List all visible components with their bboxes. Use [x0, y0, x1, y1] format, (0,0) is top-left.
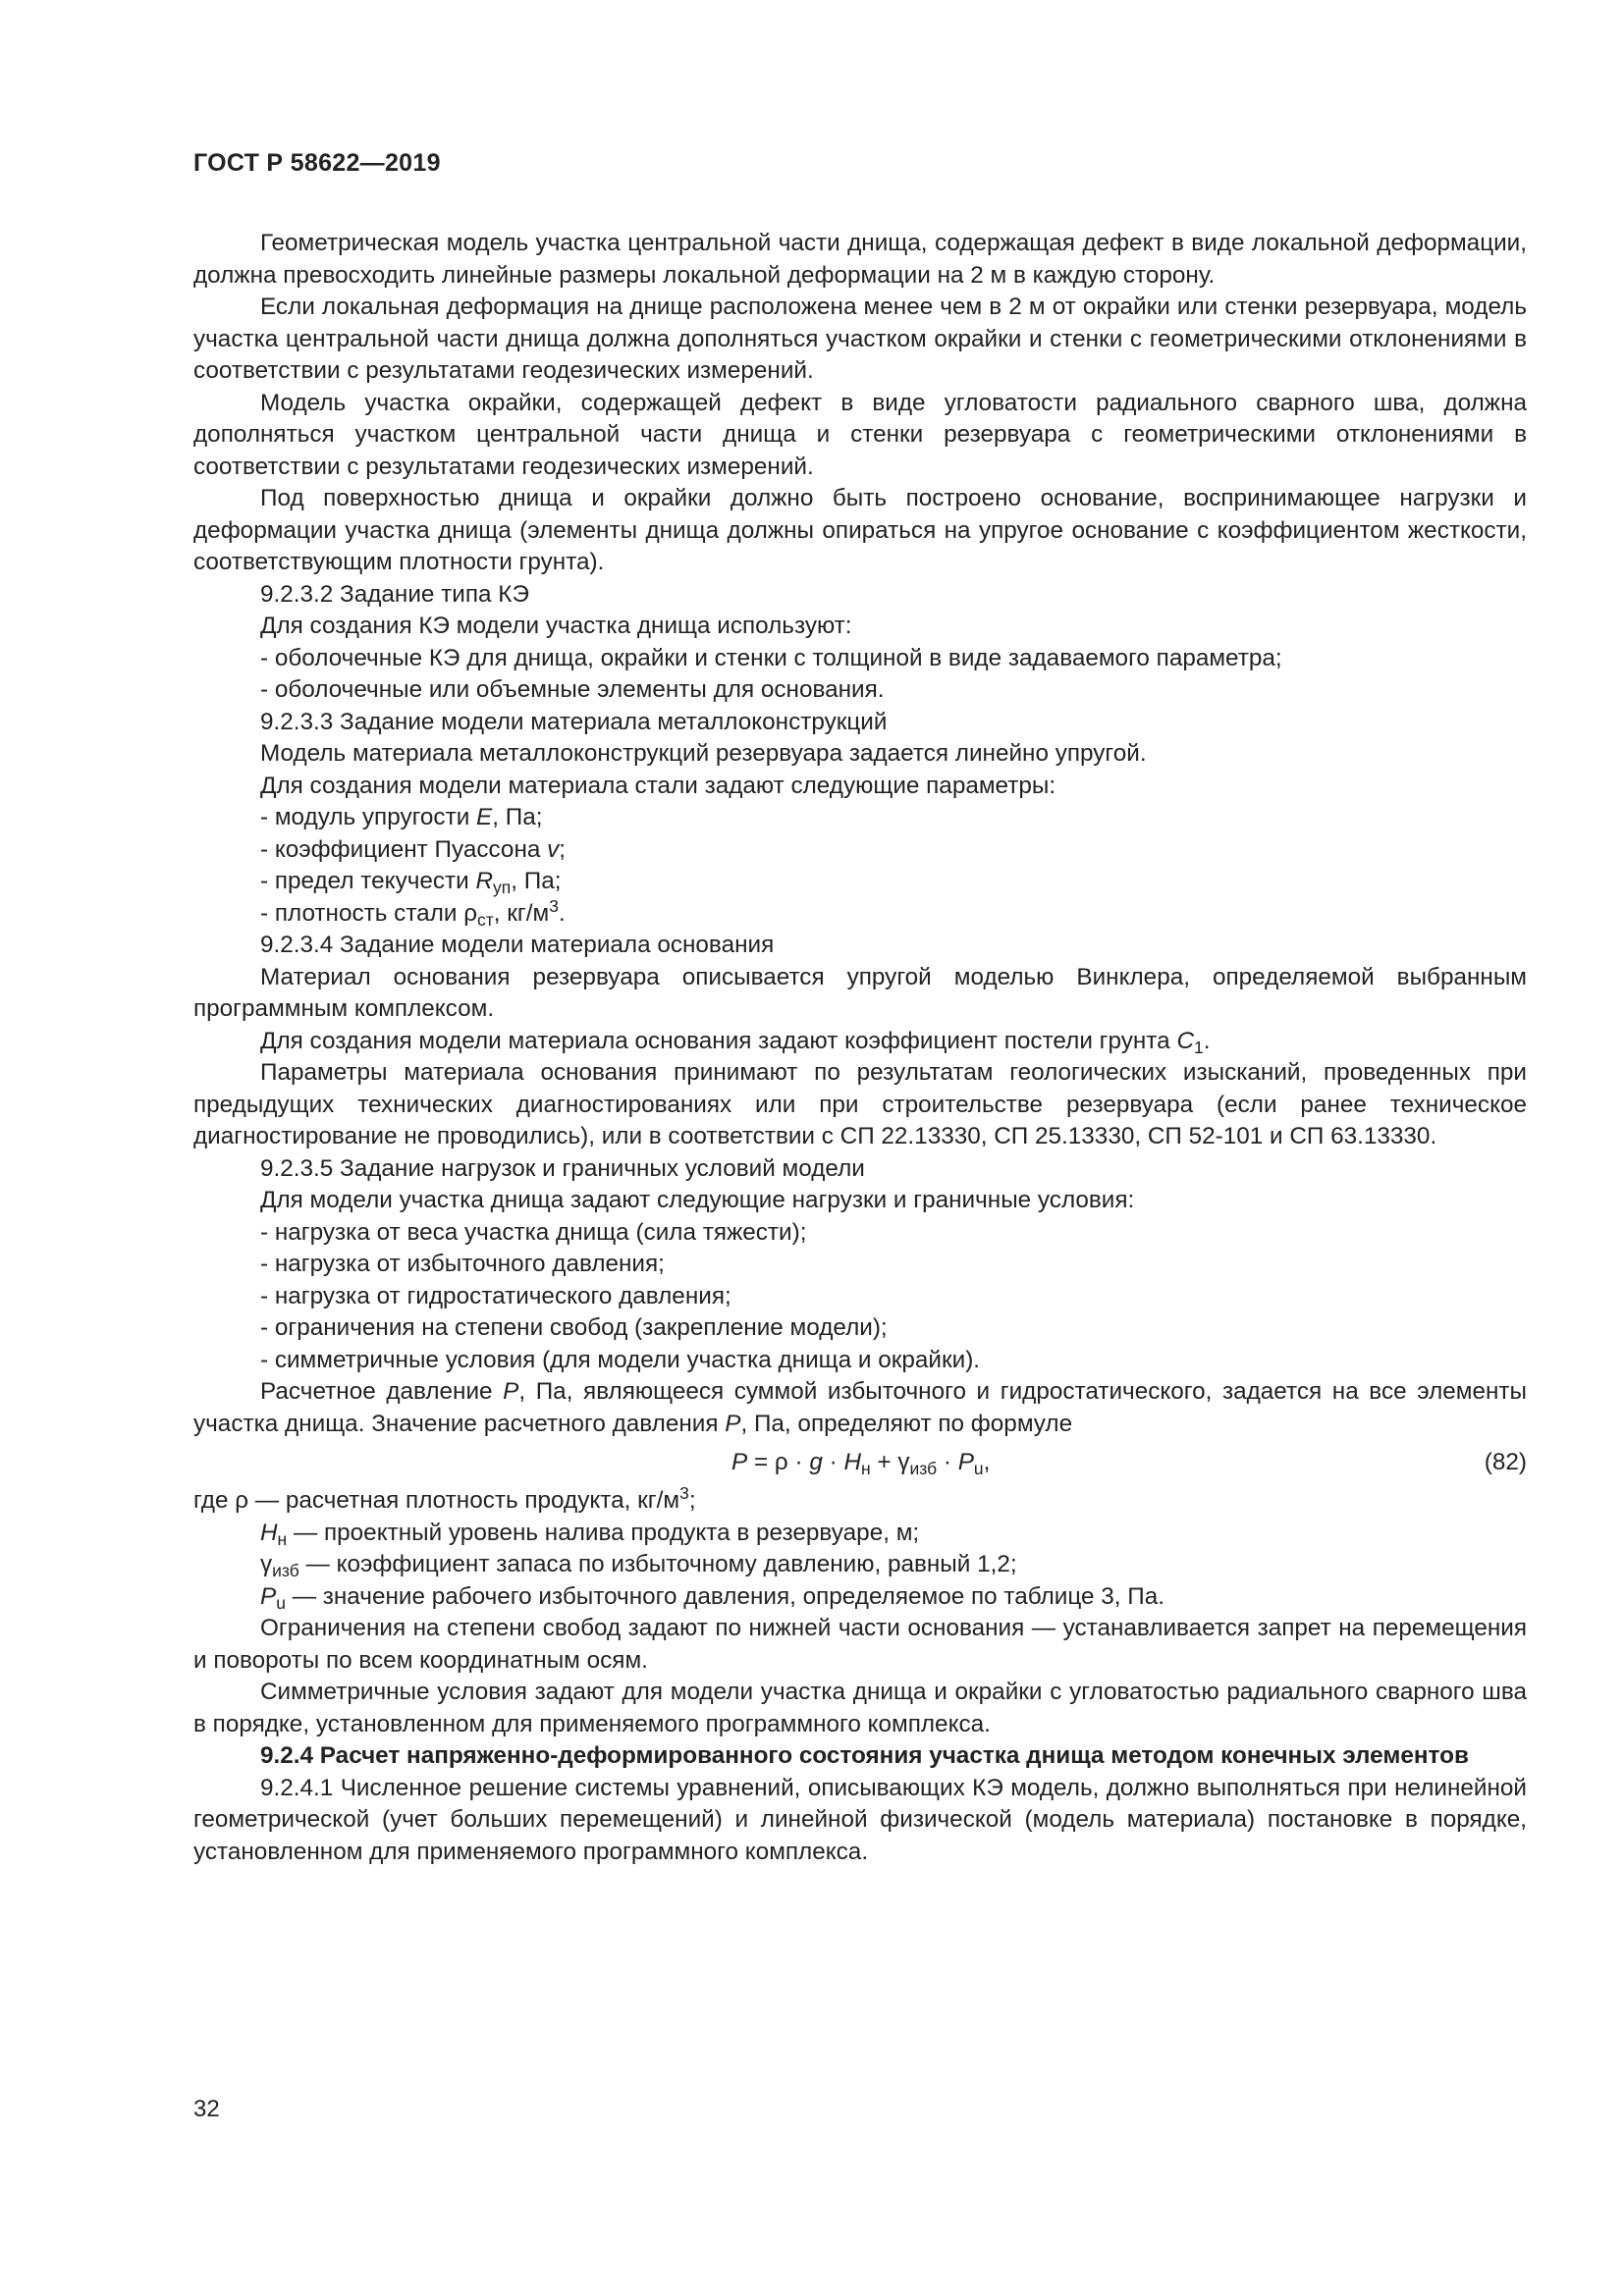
paragraph: Материал основания резервуара описывается упругой моделью Винклера, определяемой выбранным программным комплексом. [193, 963, 1527, 1022]
paragraph: Модель материала металлоконструкций резервуара задается линейно упругой. [260, 740, 1147, 767]
subsection-heading-9-2-3-5: 9.2.3.5 Задание нагрузок и граничных условий модели [260, 1154, 865, 1182]
formula-number: (82) [1484, 1449, 1527, 1475]
section-heading-9-2-4: 9.2.4 Расчет напряженно-деформированного состояния участка днища методом конечных элементов [260, 1742, 1469, 1769]
list-item: - плотность стали $\rho_{ст}$, $кг/м^3$. [260, 895, 566, 930]
list-item: - коэффициент Пуассона v; [260, 835, 567, 863]
paragraph: Для создания модели материала основания задают коэффициент постели грунта $C_1$. [260, 1027, 1211, 1057]
subsection-heading-9-2-3-3: 9.2.3.3 Задание модели материала металлоконструкций [260, 708, 888, 735]
subsection-heading-9-2-3-2: 9.2.3.2 Задание типа КЭ [260, 580, 529, 608]
list-item: - симметричные условия (для модели участка днища и окрайки). [260, 1346, 981, 1373]
paragraph: Параметры материала основания принимают по результатам геологических изысканий, проведенных при предыдущих технических диагностированиях или при строительстве резервуара (если ранее техническое диагностирование не проводились), или в соответствии с СП 22.13330, СП 25.13330, СП 52-101 и СП 63.13330. [193, 1059, 1527, 1149]
where-item: $H_н$ — проектный уровень налива продукта в резервуаре, м; [260, 1519, 920, 1549]
paragraph: Для модели участка днища задают следующие нагрузки и граничные условия: [260, 1187, 1135, 1213]
paragraph: Если локальная деформация на днище расположена менее чем в 2 м от окрайки или стенки резервуара, модель участка центральной части днища должна дополняться участком окрайки и стенки с геометрическими отклонениями в соответствии с результатами геодезических измерений. [193, 294, 1527, 384]
paragraph: 9.2.4.1 Численное решение системы уравнений, описывающих КЭ модель, должно выполняться при нелинейной геометрической (учет больших перемещений) и линейной физической (модель материала) постановке в порядке, установленном для применяемого программного комплекса. [193, 1774, 1527, 1865]
list-item: - оболочечные КЭ для днища, окрайки и стенки с толщиной в виде задаваемого параметра; [260, 644, 1282, 671]
page-number: 32 [193, 2096, 220, 2122]
where-item: $P_u$ — значение рабочего избыточного давления, определяемое по таблице 3, Па. [260, 1582, 1164, 1613]
list-item: - нагрузка от веса участка днища (сила тяжести); [260, 1218, 807, 1246]
paragraph: Симметричные условия задают для модели участка днища и окрайки с угловатостью радиального сварного шва в порядке, установленном для применяемого программного комплекса. [193, 1679, 1527, 1737]
paragraph: Модель участка окрайки, содержащей дефект в виде угловатости радиального сварного шва, должна дополняться участком центральной части днища и стенки резервуара с геометрическими отклонениями в соответствии с результатами геодезических измерений. [193, 389, 1527, 480]
list-item: - оболочечные или объемные элементы для основания. [260, 676, 885, 703]
paragraph: Расчетное давление P, Па, являющееся суммой избыточного и гидростатического, задается на все элементы участка днища. Значение расчетного давления P, Па, определяют по формуле [193, 1378, 1527, 1437]
list-item: - модуль упругости E, Па; [260, 804, 543, 830]
list-item: - нагрузка от гидростатического давления; [260, 1282, 731, 1309]
paragraph: Для создания КЭ модели участка днища используют: [260, 613, 852, 639]
paragraph: Для создания модели материала стали задают следующие параметры: [260, 772, 1056, 799]
paragraph: Под поверхностью днища и окрайки должно быть построено основание, воспринимающее нагрузки и деформации участка днища (элементы днища должны опираться на упругое основание с коэффициентом жесткости, соответствующим плотности грунта). [193, 485, 1527, 575]
paragraph: Геометрическая модель участка центральной части днища, содержащая дефект в виде локальной деформации, должна превосходить линейные размеры локальной деформации на 2 м в каждую сторону. [193, 230, 1527, 289]
where-item: где ρ — расчетная плотность продукта, $кг/м^3$; [193, 1483, 696, 1514]
formula-82 [193, 1444, 1527, 1483]
paragraph: Ограничения на степени свобод задают по нижней части основания — устанавливается запрет на перемещения и повороты по всем координатным осям. [193, 1615, 1527, 1674]
subsection-heading-9-2-3-4: 9.2.3.4 Задание модели материала основания [260, 932, 775, 958]
list-item: - предел текучести $R_{уп}$, Па; [260, 868, 562, 897]
formula-expression: $P = \rho \cdot g \cdot H_н + \gamma_{изб} \cdot P_u$, [731, 1449, 991, 1478]
list-item: - нагрузка от избыточного давления; [260, 1251, 665, 1277]
document-body [193, 228, 1527, 1868]
list-item: - ограничения на степени свобод (закрепление модели); [260, 1314, 888, 1341]
document-header: ГОСТ Р 58622—2019 [193, 149, 441, 177]
where-item: $\gamma_{изб}$ — коэффициент запаса по избыточному давлению, равный 1,2; [260, 1551, 1017, 1580]
